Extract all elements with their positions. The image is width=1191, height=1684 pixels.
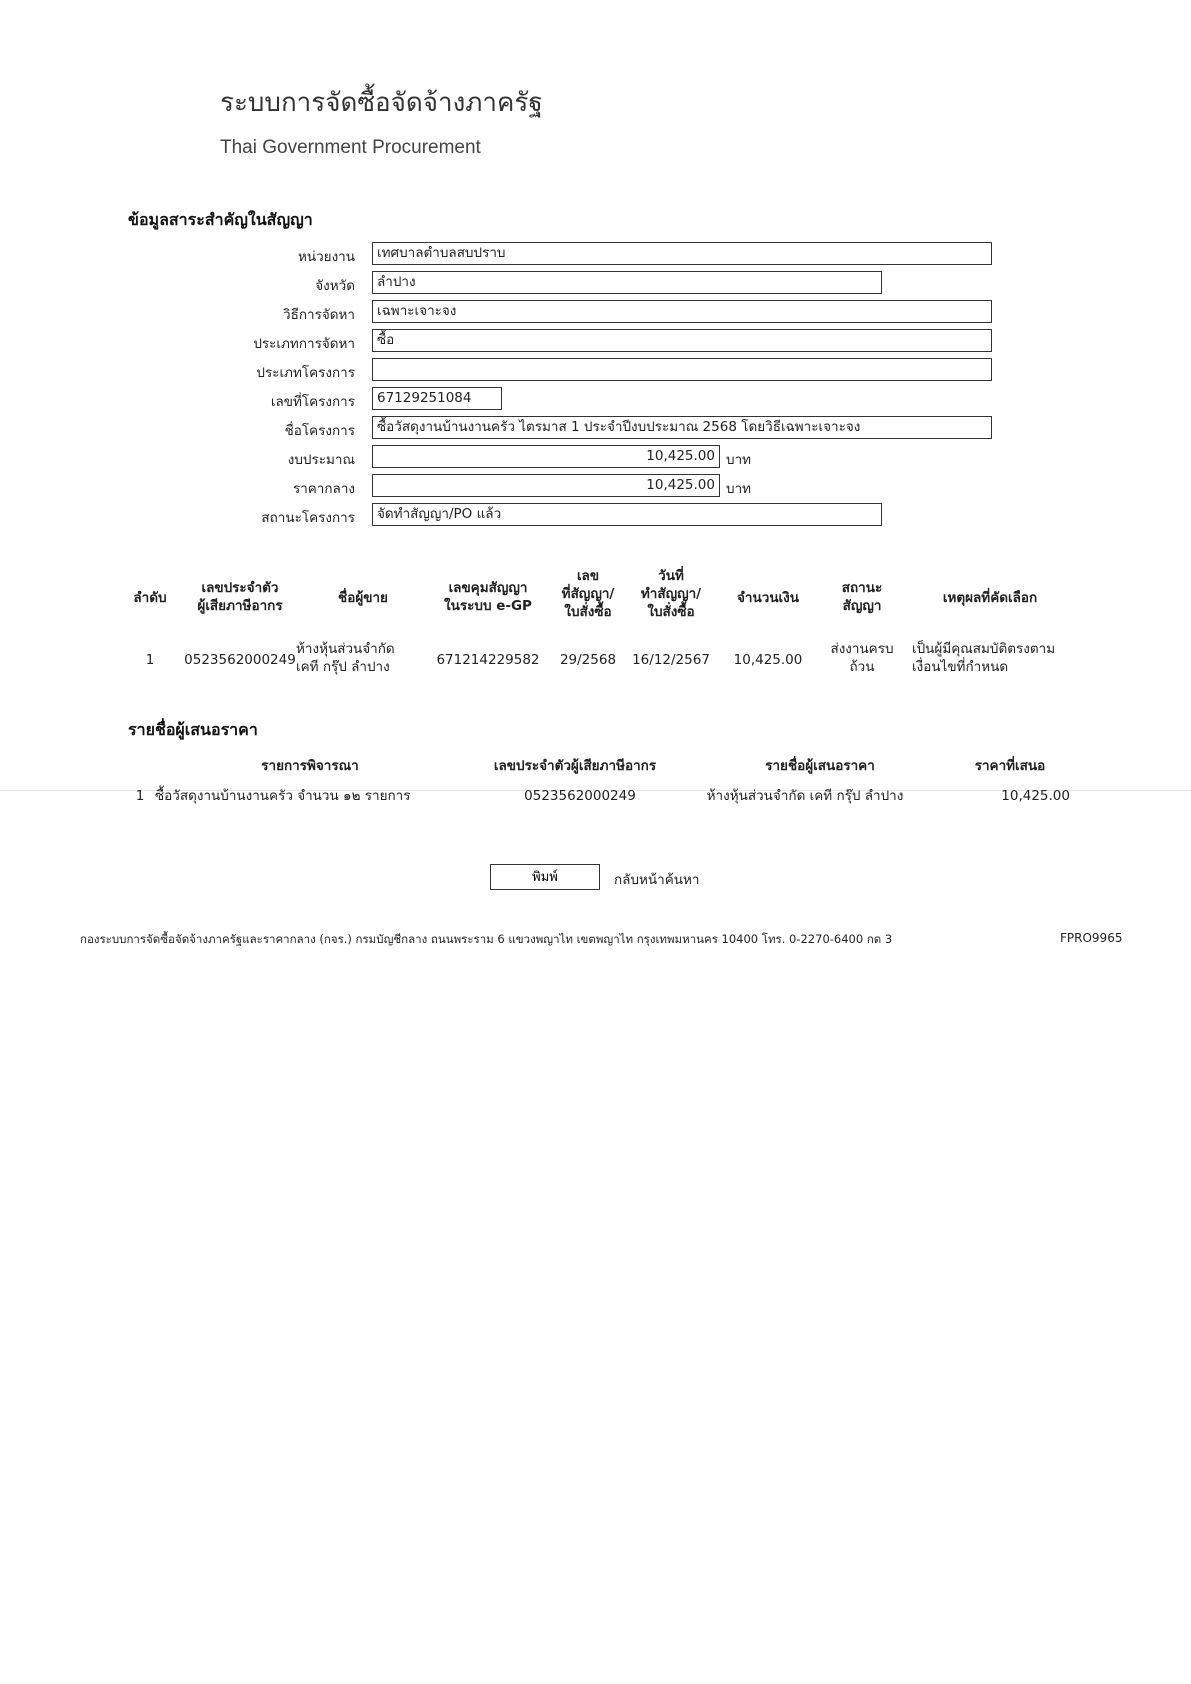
- field-project-name: ซื้อวัสดุงานบ้านงานครัว ไตรมาส 1 ประจำปีงบประมาณ 2568 โดยวิธีเฉพาะเจาะจง: [372, 416, 992, 439]
- col-header-no: ลำดับ: [133, 590, 167, 606]
- field-median-price: 10,425.00: [372, 474, 720, 497]
- cell-status: ส่งงานครบ ถ้วน: [830, 641, 894, 675]
- back-to-search-link[interactable]: กลับหน้าค้นหา: [614, 872, 700, 888]
- field-procurement-type: ซื้อ: [372, 329, 992, 352]
- contract-info-heading: ข้อมูลสาระสำคัญในสัญญา: [128, 210, 313, 229]
- bidder-cell-name: ห้างหุ้นส่วนจำกัด เคที กรุ๊ป ลำปาง: [706, 788, 904, 804]
- print-button[interactable]: พิมพ์: [490, 864, 600, 890]
- field-method: เฉพาะเจาะจง: [372, 300, 992, 323]
- col-header-reason: เหตุผลที่คัดเลือก: [942, 590, 1038, 606]
- field-province: ลำปาง: [372, 271, 882, 294]
- cell-contract-no: 29/2568: [559, 652, 617, 668]
- bidder-col-header-price: ราคาที่เสนอ: [974, 758, 1046, 774]
- col-header-status: สถานะ สัญญา: [841, 580, 883, 614]
- field-label-budget: งบประมาณ: [287, 452, 355, 468]
- field-project-type: [372, 358, 992, 381]
- field-project-status: จัดทำสัญญา/PO แล้ว: [372, 503, 882, 526]
- field-budget: 10,425.00: [372, 445, 720, 468]
- cell-amount: 10,425.00: [733, 652, 803, 668]
- field-agency: เทศบาลตำบลสบปราบ: [372, 242, 992, 265]
- field-label-project-status: สถานะโครงการ: [261, 510, 355, 526]
- field-label-province: จังหวัด: [315, 278, 355, 294]
- col-header-egp-no: เลขคุมสัญญา ในระบบ e-GP: [444, 580, 532, 614]
- cell-reason: เป็นผู้มีคุณสมบัติตรงตาม เงื่อนไขที่กำหนด: [912, 641, 1056, 675]
- cell-tax-id: 0523562000249: [184, 652, 296, 668]
- bidder-cell-no: 1: [135, 788, 145, 804]
- cell-no: 1: [145, 652, 155, 668]
- page-title: ระบบการจัดซื้อจัดจ้างภาครัฐ: [220, 88, 543, 118]
- field-label-procurement-type: ประเภทการจัดหา: [253, 336, 355, 352]
- field-label-project-type: ประเภทโครงการ: [256, 365, 355, 381]
- bidder-col-header-tax-id: เลขประจำตัวผู้เสียภาษีอากร: [493, 758, 657, 774]
- cell-seller: ห้างหุ้นส่วนจำกัด เคที กรุ๊ป ลำปาง: [296, 641, 395, 675]
- bidder-col-header-item: รายการพิจารณา: [261, 758, 359, 774]
- field-label-project-no: เลขที่โครงการ: [270, 394, 355, 410]
- bidder-cell-tax-id: 0523562000249: [524, 788, 636, 804]
- col-header-amount: จำนวนเงิน: [737, 590, 799, 606]
- field-label-agency: หน่วยงาน: [297, 249, 355, 265]
- bidder-cell-item: ซื้อวัสดุงานบ้านงานครัว จำนวน ๑๒ รายการ: [155, 788, 411, 804]
- form-code: FPRO9965: [1060, 931, 1123, 945]
- col-header-seller: ชื่อผู้ขาย: [338, 590, 388, 606]
- field-project-no: 67129251084: [372, 387, 502, 410]
- col-header-contract-no: เลข ที่สัญญา/ ใบสั่งซื้อ: [561, 568, 615, 620]
- cell-contract-date: 16/12/2567: [632, 652, 710, 668]
- field-label-project-name: ชื่อโครงการ: [284, 423, 355, 439]
- median-price-unit: บาท: [726, 481, 752, 497]
- page-subtitle: Thai Government Procurement: [220, 137, 481, 158]
- cell-egp-no: 671214229582: [436, 652, 540, 668]
- budget-unit: บาท: [726, 452, 752, 468]
- bidders-heading: รายชื่อผู้เสนอราคา: [128, 720, 258, 739]
- bidder-cell-price: 10,425.00: [1001, 788, 1070, 804]
- field-label-median-price: ราคากลาง: [292, 481, 355, 497]
- field-label-method: วิธีการจัดหา: [283, 307, 355, 323]
- col-header-tax-id: เลขประจำตัว ผู้เสียภาษีอากร: [197, 580, 283, 614]
- col-header-contract-date: วันที่ ทำสัญญา/ ใบสั่งซื้อ: [640, 568, 702, 620]
- footer-address: กองระบบการจัดซื้อจัดจ้างภาครัฐและราคากลาง (กจร.) กรมบัญชีกลาง ถนนพระราม 6 แขวงพญาไท เขตพญาไท กรุงเทพมหานคร 10400 โทร. 0-2270-6400 กด 3: [80, 932, 893, 946]
- bidder-col-header-name: รายชื่อผู้เสนอราคา: [765, 758, 875, 774]
